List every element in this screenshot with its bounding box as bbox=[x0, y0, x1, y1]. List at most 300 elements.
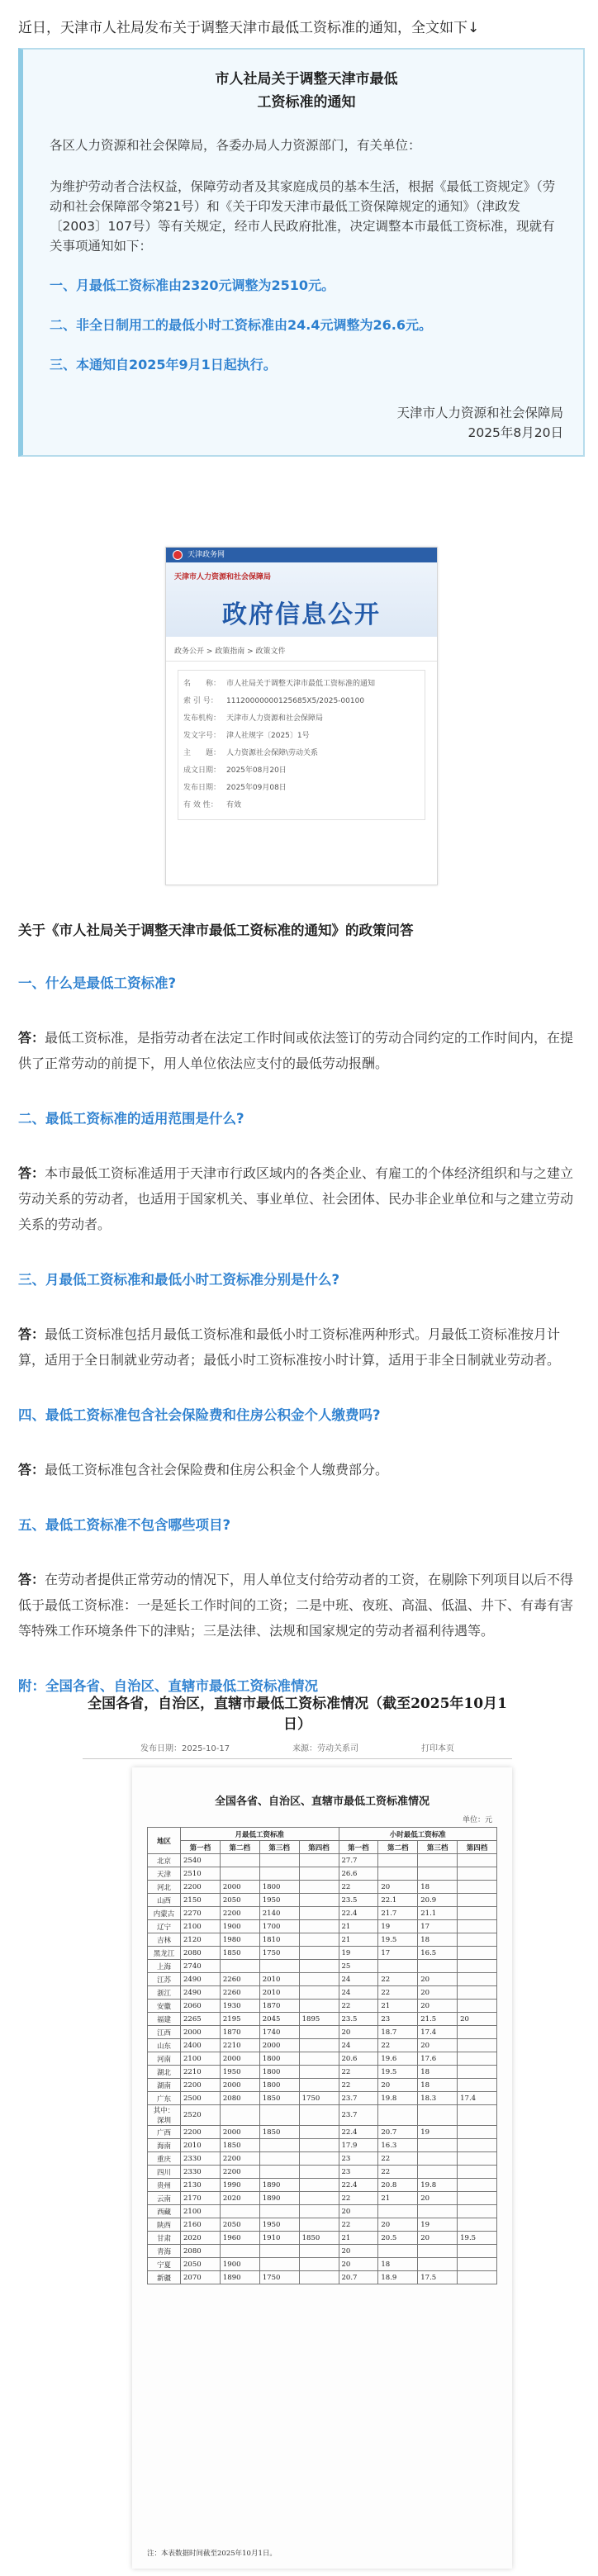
sheet-unit: 单位：元 bbox=[462, 1816, 492, 1824]
value-cell bbox=[299, 2205, 339, 2218]
head-month: 月最低工资标准 bbox=[181, 1828, 339, 1841]
gov-info-key: 索 引 号： bbox=[183, 697, 218, 705]
value-cell: 1800 bbox=[259, 2066, 299, 2079]
value-cell: 18.7 bbox=[378, 2026, 418, 2039]
value-cell bbox=[458, 2066, 497, 2079]
value-cell: 20 bbox=[339, 2026, 378, 2039]
tier-header: 第二档 bbox=[378, 1841, 418, 1854]
value-cell: 20 bbox=[339, 2258, 378, 2271]
value-cell: 1870 bbox=[220, 2026, 259, 2039]
value-cell: 2260 bbox=[220, 1973, 259, 1986]
emblem-icon bbox=[173, 550, 183, 560]
value-cell: 20.8 bbox=[378, 2179, 418, 2192]
value-cell: 19.6 bbox=[378, 2052, 418, 2066]
value-cell bbox=[458, 2039, 497, 2052]
value-cell bbox=[458, 2052, 497, 2066]
value-cell: 2070 bbox=[181, 2271, 221, 2284]
gov-banner bbox=[166, 562, 437, 637]
value-cell bbox=[458, 2205, 497, 2218]
notice-item: 二、非全日制用工的最低小时工资标准由24.4元调整为26.6元。 bbox=[50, 317, 432, 333]
value-cell: 2200 bbox=[220, 2152, 259, 2166]
value-cell: 1950 bbox=[259, 2218, 299, 2232]
table-row bbox=[148, 2258, 497, 2271]
value-cell: 20 bbox=[378, 2218, 418, 2232]
gov-info-key: 成文日期： bbox=[183, 766, 221, 775]
gov-info-value: 2025年09月08日 bbox=[226, 784, 287, 792]
region-cell: 湖北 bbox=[148, 2066, 181, 2079]
value-cell: 1910 bbox=[259, 2232, 299, 2245]
value-cell: 21.1 bbox=[418, 1907, 458, 1920]
value-cell: 2160 bbox=[181, 2218, 221, 2232]
table-row bbox=[148, 1960, 497, 1973]
value-cell: 22 bbox=[378, 1973, 418, 1986]
value-cell: 2100 bbox=[181, 1920, 221, 1933]
value-cell bbox=[299, 1960, 339, 1973]
table-row bbox=[148, 2271, 497, 2284]
table-row bbox=[148, 2039, 497, 2052]
value-cell: 2210 bbox=[220, 2039, 259, 2052]
value-cell: 1890 bbox=[220, 2271, 259, 2284]
table-row bbox=[148, 2079, 497, 2092]
qa-answer-prefix: 答： bbox=[18, 1030, 45, 1046]
value-cell: 2080 bbox=[220, 2092, 259, 2105]
value-cell: 20.7 bbox=[378, 2126, 418, 2139]
value-cell bbox=[259, 2139, 299, 2152]
value-cell: 2540 bbox=[181, 1854, 221, 1867]
value-cell bbox=[259, 1867, 299, 1881]
value-cell: 1960 bbox=[220, 2232, 259, 2245]
table-row bbox=[148, 2192, 497, 2205]
value-cell: 2270 bbox=[181, 1907, 221, 1920]
gov-info-key: 名 称： bbox=[183, 680, 221, 688]
value-cell bbox=[299, 2079, 339, 2092]
qa-question: 三、月最低工资标准和最低小时工资标准分别是什么? bbox=[18, 1272, 340, 1288]
qa-answer-prefix: 答： bbox=[18, 1572, 45, 1587]
notice-item: 一、月最低工资标准由2320元调整为2510元。 bbox=[50, 278, 335, 293]
value-cell: 2330 bbox=[181, 2152, 221, 2166]
value-cell bbox=[299, 1973, 339, 1986]
value-cell: 24 bbox=[339, 2039, 378, 2052]
value-cell: 22 bbox=[378, 2166, 418, 2179]
value-cell: 18 bbox=[418, 1933, 458, 1947]
value-cell: 2200 bbox=[181, 1881, 221, 1894]
value-cell: 2130 bbox=[181, 2179, 221, 2192]
value-cell bbox=[458, 2192, 497, 2205]
gov-info-key: 发布机构： bbox=[183, 714, 221, 723]
value-cell: 19 bbox=[339, 1947, 378, 1960]
gov-info-table bbox=[178, 670, 425, 820]
gov-info-key: 发文字号： bbox=[183, 732, 221, 740]
value-cell: 25 bbox=[339, 1960, 378, 1973]
value-cell: 2045 bbox=[259, 2013, 299, 2026]
value-cell: 1950 bbox=[220, 2066, 259, 2079]
value-cell: 2000 bbox=[181, 2026, 221, 2039]
gov-info-row bbox=[183, 728, 420, 745]
value-cell: 21.7 bbox=[378, 1907, 418, 1920]
region-cell: 四川 bbox=[148, 2166, 181, 2179]
value-cell: 20 bbox=[339, 2245, 378, 2258]
region-cell: 贵州 bbox=[148, 2179, 181, 2192]
value-cell: 2010 bbox=[181, 2139, 221, 2152]
value-cell bbox=[458, 2218, 497, 2232]
doc-meta bbox=[83, 1741, 512, 1753]
value-cell: 20.5 bbox=[378, 2232, 418, 2245]
value-cell bbox=[418, 2152, 458, 2166]
value-cell bbox=[259, 2245, 299, 2258]
table-row bbox=[148, 1867, 497, 1881]
table-row bbox=[148, 2232, 497, 2245]
region-cell: 河南 bbox=[148, 2052, 181, 2066]
value-cell: 20.9 bbox=[418, 1894, 458, 1907]
table-row bbox=[148, 2026, 497, 2039]
value-cell: 20 bbox=[378, 2079, 418, 2092]
value-cell: 22.4 bbox=[339, 1907, 378, 1920]
value-cell: 2060 bbox=[181, 2000, 221, 2013]
value-cell: 1800 bbox=[259, 1881, 299, 1894]
value-cell: 18 bbox=[418, 1881, 458, 1894]
value-cell bbox=[259, 2258, 299, 2271]
value-cell: 1800 bbox=[259, 2079, 299, 2092]
doc-header bbox=[83, 1691, 512, 1753]
qa-question: 四、最低工资标准包含社会保险费和住房公积金个人缴费吗? bbox=[18, 1407, 381, 1423]
region-cell: 安徽 bbox=[148, 2000, 181, 2013]
value-cell bbox=[458, 2139, 497, 2152]
value-cell: 22 bbox=[339, 2000, 378, 2013]
value-cell bbox=[299, 2166, 339, 2179]
gov-info-value: 有效 bbox=[226, 801, 242, 809]
sheet-note: 注：本表数据时间截至2025年10月1日。 bbox=[147, 2550, 277, 2558]
qa-answer-text: 最低工资标准包含社会保险费和住房公积金个人缴费部分。 bbox=[45, 1462, 389, 1478]
value-cell bbox=[259, 2166, 299, 2179]
value-cell bbox=[458, 1973, 497, 1986]
region-cell: 广西 bbox=[148, 2126, 181, 2139]
value-cell: 2330 bbox=[181, 2166, 221, 2179]
value-cell: 22 bbox=[339, 2218, 378, 2232]
gov-banner-title: 政府信息公开 bbox=[222, 600, 381, 629]
qa-question: 五、最低工资标准不包含哪些项目? bbox=[18, 1517, 231, 1533]
value-cell: 1890 bbox=[259, 2179, 299, 2192]
value-cell bbox=[299, 1947, 339, 1960]
value-cell: 24 bbox=[339, 1986, 378, 2000]
gov-info-row bbox=[183, 745, 420, 762]
value-cell: 2080 bbox=[181, 2245, 221, 2258]
region-cell: 辽宁 bbox=[148, 1920, 181, 1933]
tier-header: 第三档 bbox=[418, 1841, 458, 1854]
doc-published: 发布日期：2025-10-17 bbox=[140, 1744, 230, 1753]
value-cell: 19.8 bbox=[418, 2179, 458, 2192]
value-cell: 20 bbox=[418, 2192, 458, 2205]
notice-signer: 天津市人力资源和社会保障局 bbox=[396, 406, 563, 420]
value-cell bbox=[458, 2271, 497, 2284]
value-cell bbox=[458, 2126, 497, 2139]
table-row bbox=[148, 1907, 497, 1920]
value-cell bbox=[299, 2179, 339, 2192]
qa-answer-text: 最低工资标准，是指劳动者在法定工作时间或依法签订的劳动合同约定的工作时间内，在提供了正常劳动的前提下，用人单位依法应支付的最低劳动报酬。 bbox=[18, 1030, 574, 1071]
region-cell: 天津 bbox=[148, 1867, 181, 1881]
value-cell bbox=[458, 2245, 497, 2258]
value-cell: 23 bbox=[378, 2013, 418, 2026]
value-cell bbox=[458, 1986, 497, 2000]
table-row bbox=[148, 2105, 497, 2126]
qa-answer-text: 最低工资标准包括月最低工资标准和最低小时工资标准两种形式。月最低工资标准按月计算，适用于全日制就业劳动者；最低小时工资标准按小时计算，适用于非全日制就业劳动者。 bbox=[18, 1326, 561, 1368]
print-link[interactable]: 打印本页 bbox=[421, 1744, 454, 1753]
value-cell bbox=[299, 1920, 339, 1933]
value-cell bbox=[458, 2026, 497, 2039]
value-cell: 2500 bbox=[181, 2092, 221, 2105]
value-cell: 17.5 bbox=[418, 2271, 458, 2284]
value-cell: 2195 bbox=[220, 2013, 259, 2026]
value-cell bbox=[458, 2179, 497, 2192]
region-cell: 山东 bbox=[148, 2039, 181, 2052]
value-cell bbox=[458, 1933, 497, 1947]
tier-header: 第三档 bbox=[259, 1841, 299, 1854]
value-cell bbox=[299, 1867, 339, 1881]
gov-info-value: 人力资源社会保障\劳动关系 bbox=[226, 749, 319, 757]
value-cell: 16.3 bbox=[378, 2139, 418, 2152]
gov-info-key: 有 效 性： bbox=[183, 801, 218, 809]
value-cell: 20 bbox=[418, 1973, 458, 1986]
value-cell: 23 bbox=[339, 2152, 378, 2166]
value-cell: 2200 bbox=[220, 2166, 259, 2179]
value-cell: 19.8 bbox=[378, 2092, 418, 2105]
value-cell: 2260 bbox=[220, 1986, 259, 2000]
value-cell: 1850 bbox=[220, 2139, 259, 2152]
value-cell: 19.5 bbox=[458, 2232, 497, 2245]
value-cell bbox=[299, 1986, 339, 2000]
notice-salutation: 各区人力资源和社会保障局，各委办局人力资源部门，有关单位： bbox=[50, 138, 421, 153]
value-cell: 2200 bbox=[181, 2079, 221, 2092]
notice-title: 市人社局关于调整天津市最低 工资标准的通知 bbox=[215, 71, 398, 111]
value-cell: 22 bbox=[339, 2079, 378, 2092]
wage-table bbox=[147, 1827, 497, 2284]
tier-header: 第一档 bbox=[181, 1841, 221, 1854]
value-cell: 2050 bbox=[181, 2258, 221, 2271]
tier-header: 第四档 bbox=[458, 1841, 497, 1854]
value-cell: 2490 bbox=[181, 1986, 221, 2000]
qa-answer-text: 本市最低工资标准适用于天津市行政区域内的各类企业、有雇工的个体经济组织和与之建立劳动关系的劳动者，也适用于国家机关、事业单位、社会团体、民办非企业单位和与之建立劳动关系的劳动者。 bbox=[18, 1165, 574, 1232]
value-cell: 2265 bbox=[181, 2013, 221, 2026]
notice-body: 为维护劳动者合法权益，保障劳动者及其家庭成员的基本生活，根据《最低工资规定》（劳动和社会保障部令第21号）和《关于印发天津市最低工资保障规定的通知》（津政发〔2003〕107号）等有关规定，经市人民政府批准，决定调整本市最低工资标准，现就有关事项通知如下： bbox=[50, 179, 556, 254]
value-cell: 21 bbox=[378, 2192, 418, 2205]
gov-info-key: 主 题： bbox=[183, 749, 221, 757]
region-cell: 其中：深圳 bbox=[148, 2105, 181, 2126]
gov-info-row bbox=[183, 780, 420, 797]
value-cell: 1900 bbox=[220, 1920, 259, 1933]
value-cell: 1850 bbox=[220, 1947, 259, 1960]
head-hour: 小时最低工资标准 bbox=[339, 1828, 497, 1841]
value-cell bbox=[458, 1867, 497, 1881]
table-row bbox=[148, 1881, 497, 1894]
value-cell bbox=[378, 2245, 418, 2258]
value-cell: 18.3 bbox=[418, 2092, 458, 2105]
value-cell: 1990 bbox=[220, 2179, 259, 2192]
value-cell bbox=[259, 2205, 299, 2218]
value-cell bbox=[458, 1947, 497, 1960]
region-cell: 广东 bbox=[148, 2092, 181, 2105]
value-cell: 19 bbox=[378, 1920, 418, 1933]
value-cell bbox=[299, 2258, 339, 2271]
value-cell: 20 bbox=[418, 1986, 458, 2000]
value-cell bbox=[418, 2245, 458, 2258]
region-cell: 内蒙古 bbox=[148, 1907, 181, 1920]
gov-dept: 天津市人力资源和社会保障局 bbox=[174, 573, 272, 581]
value-cell: 2080 bbox=[181, 1947, 221, 1960]
value-cell: 1750 bbox=[259, 2271, 299, 2284]
qa-answer-prefix: 答： bbox=[18, 1462, 45, 1478]
notice-date: 2025年8月20日 bbox=[467, 425, 563, 440]
value-cell: 1750 bbox=[259, 1947, 299, 1960]
region-cell: 山西 bbox=[148, 1894, 181, 1907]
value-cell bbox=[458, 1881, 497, 1894]
value-cell: 2150 bbox=[181, 1894, 221, 1907]
table-row bbox=[148, 1920, 497, 1933]
value-cell: 20 bbox=[418, 2000, 458, 2013]
table-row bbox=[148, 2218, 497, 2232]
value-cell bbox=[418, 2205, 458, 2218]
value-cell: 2000 bbox=[259, 2039, 299, 2052]
gov-screenshot bbox=[165, 547, 438, 885]
table-row bbox=[148, 2052, 497, 2066]
value-cell bbox=[458, 1894, 497, 1907]
table-row bbox=[148, 2013, 497, 2026]
value-cell bbox=[220, 2205, 259, 2218]
table-row bbox=[148, 2126, 497, 2139]
value-cell: 2000 bbox=[220, 2052, 259, 2066]
value-cell bbox=[418, 1854, 458, 1867]
appendix-title: 附：全国各省、自治区、直辖市最低工资标准情况 bbox=[18, 1678, 318, 1694]
value-cell bbox=[299, 2126, 339, 2139]
value-cell: 17.6 bbox=[418, 2052, 458, 2066]
value-cell: 2120 bbox=[181, 1933, 221, 1947]
value-cell: 2100 bbox=[181, 2205, 221, 2218]
region-cell: 陕西 bbox=[148, 2218, 181, 2232]
value-cell: 22 bbox=[378, 1986, 418, 2000]
value-cell: 19.5 bbox=[378, 1933, 418, 1947]
divider bbox=[83, 1758, 512, 1759]
value-cell: 2200 bbox=[181, 2126, 221, 2139]
value-cell: 19 bbox=[418, 2126, 458, 2139]
value-cell: 20 bbox=[458, 2013, 497, 2026]
value-cell bbox=[220, 2245, 259, 2258]
gov-info-row bbox=[183, 676, 420, 693]
value-cell: 17 bbox=[378, 1947, 418, 1960]
value-cell: 1810 bbox=[259, 1933, 299, 1947]
value-cell bbox=[299, 1933, 339, 1947]
qa-question: 二、最低工资标准的适用范围是什么? bbox=[18, 1111, 244, 1127]
gov-info-value: 天津市人力资源和社会保障局 bbox=[226, 714, 324, 723]
gov-info-row bbox=[183, 797, 420, 814]
value-cell: 1800 bbox=[259, 2052, 299, 2066]
value-cell: 2520 bbox=[181, 2105, 221, 2126]
value-cell bbox=[418, 2105, 458, 2126]
value-cell bbox=[299, 2245, 339, 2258]
qa-section bbox=[18, 921, 580, 1696]
value-cell bbox=[458, 2166, 497, 2179]
value-cell bbox=[458, 2105, 497, 2126]
qa-answer-prefix: 答： bbox=[18, 1165, 45, 1181]
table-row bbox=[148, 1973, 497, 1986]
value-cell: 20 bbox=[418, 2039, 458, 2052]
tier-header: 第一档 bbox=[339, 1841, 378, 1854]
value-cell bbox=[299, 2152, 339, 2166]
value-cell: 24 bbox=[339, 1973, 378, 1986]
qa-answer bbox=[18, 1160, 580, 1237]
value-cell: 21.5 bbox=[418, 2013, 458, 2026]
value-cell: 22.4 bbox=[339, 2126, 378, 2139]
value-cell bbox=[299, 2218, 339, 2232]
value-cell: 1850 bbox=[299, 2232, 339, 2245]
value-cell: 18.9 bbox=[378, 2271, 418, 2284]
value-cell bbox=[418, 1960, 458, 1973]
head-region: 地区 bbox=[148, 1828, 181, 1854]
sheet-title: 全国各省、自治区、直辖市最低工资标准情况 bbox=[214, 1796, 430, 1808]
value-cell: 23.5 bbox=[339, 2013, 378, 2026]
value-cell bbox=[458, 2258, 497, 2271]
value-cell: 18 bbox=[378, 2258, 418, 2271]
value-cell bbox=[418, 2139, 458, 2152]
table-row bbox=[148, 1854, 497, 1867]
value-cell: 17.4 bbox=[458, 2092, 497, 2105]
value-cell: 19 bbox=[418, 2218, 458, 2232]
intro-text: 近日，天津市人社局发布关于调整天津市最低工资标准的通知，全文如下↓ bbox=[18, 20, 480, 36]
value-cell bbox=[299, 2139, 339, 2152]
value-cell: 1890 bbox=[259, 2192, 299, 2205]
value-cell: 27.7 bbox=[339, 1854, 378, 1867]
value-cell bbox=[299, 2066, 339, 2079]
value-cell: 2490 bbox=[181, 1973, 221, 1986]
value-cell: 2000 bbox=[220, 2126, 259, 2139]
value-cell bbox=[378, 2105, 418, 2126]
value-cell bbox=[220, 2105, 259, 2126]
value-cell bbox=[259, 2105, 299, 2126]
value-cell bbox=[378, 1960, 418, 1973]
region-cell: 西藏 bbox=[148, 2205, 181, 2218]
value-cell bbox=[378, 1854, 418, 1867]
value-cell: 1895 bbox=[299, 2013, 339, 2026]
value-cell: 1980 bbox=[220, 1933, 259, 1947]
value-cell: 2100 bbox=[181, 2052, 221, 2066]
value-cell bbox=[220, 1960, 259, 1973]
value-cell: 1850 bbox=[259, 2092, 299, 2105]
region-cell: 福建 bbox=[148, 2013, 181, 2026]
value-cell: 2200 bbox=[220, 1907, 259, 1920]
value-cell bbox=[259, 1960, 299, 1973]
value-cell: 20.6 bbox=[339, 2052, 378, 2066]
value-cell: 1950 bbox=[259, 1894, 299, 1907]
gov-info-row bbox=[183, 762, 420, 780]
value-cell: 18 bbox=[418, 2066, 458, 2079]
value-cell: 2020 bbox=[220, 2192, 259, 2205]
region-cell: 河北 bbox=[148, 1881, 181, 1894]
gov-topbar: 天津政务网 bbox=[166, 548, 437, 562]
value-cell bbox=[299, 2105, 339, 2126]
value-cell: 2510 bbox=[181, 1867, 221, 1881]
region-cell: 上海 bbox=[148, 1960, 181, 1973]
value-cell: 22 bbox=[378, 2152, 418, 2166]
value-cell: 22.1 bbox=[378, 1894, 418, 1907]
qa-answer bbox=[18, 1025, 580, 1076]
table-row bbox=[148, 2179, 497, 2192]
value-cell bbox=[299, 1907, 339, 1920]
value-cell bbox=[299, 2026, 339, 2039]
table-row bbox=[148, 1986, 497, 2000]
value-cell bbox=[458, 1920, 497, 1933]
value-cell: 19.5 bbox=[378, 2066, 418, 2079]
value-cell bbox=[418, 2258, 458, 2271]
value-cell: 23.5 bbox=[339, 1894, 378, 1907]
value-cell bbox=[299, 2271, 339, 2284]
value-cell: 17 bbox=[418, 1920, 458, 1933]
